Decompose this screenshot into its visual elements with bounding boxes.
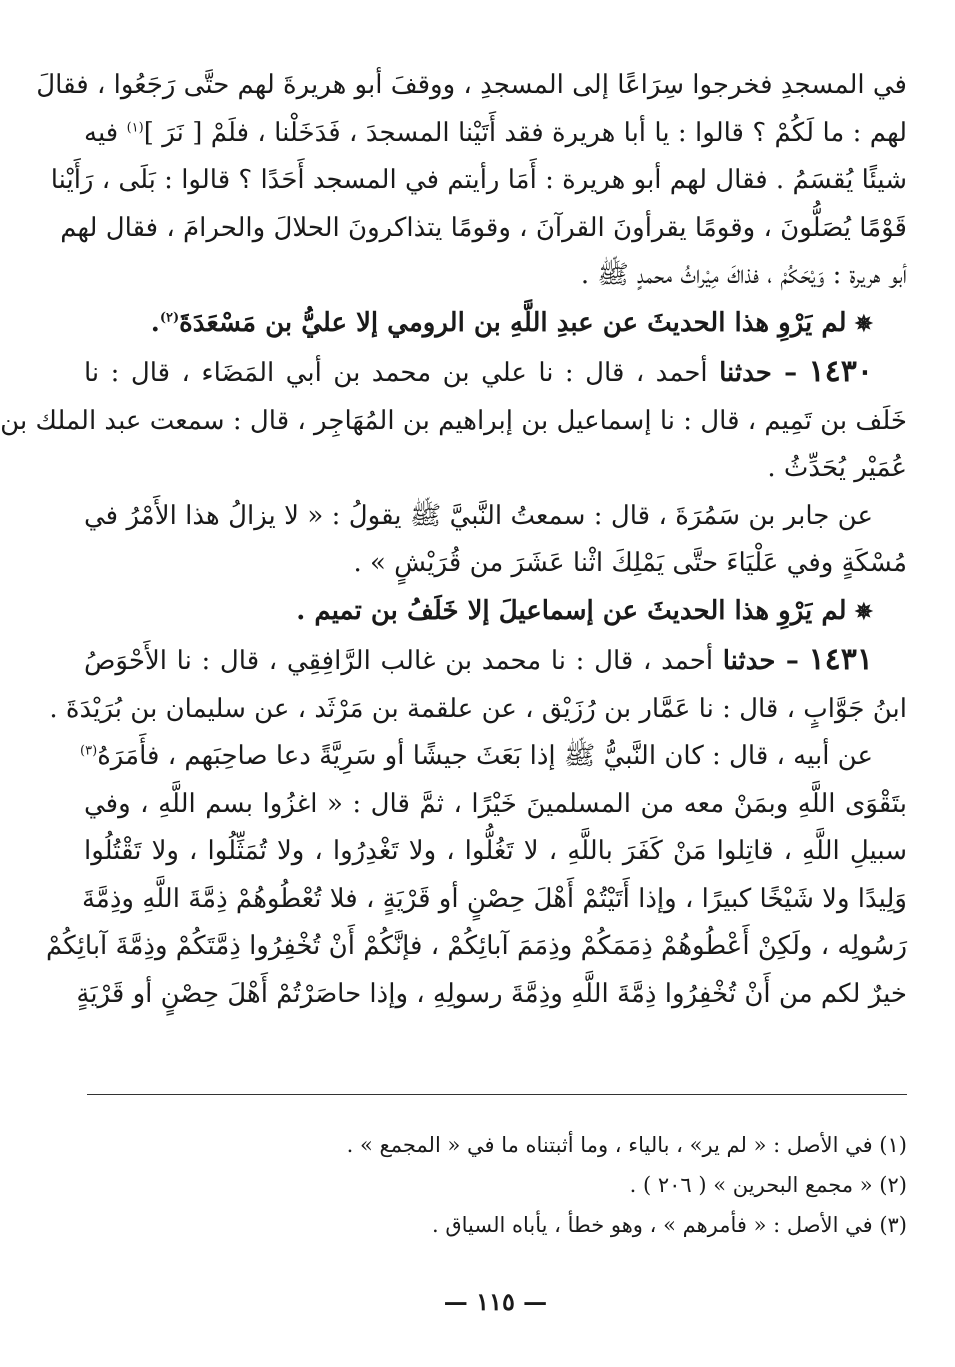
text-line-part: لهم : ما لَكُمْ ؟ قالوا : يا أبا هريرة فقد أَتَيْنا المسجدَ ، فَدَخَلْنا ، فلَمْ [ نَرَ ] [143, 117, 908, 148]
hadith-lead: – حدثنا [719, 358, 798, 388]
text-line: قَوْمًا يُصَلُّونَ ، وقومًا يقرأونَ القرآنَ ، وقومًا يتذاكرونَ الحلالَ والحرامَ ، فقال لهم [60, 212, 907, 243]
text-line: سبيلِ اللَّهِ ، قاتِلوا مَنْ كَفَرَ باللَّهِ ، لا تَغُلُّوا ، ولا تَغْدِرُوا ، ولا تُمَثِّلُوا ، ولا تَقْتُلُوا [84, 836, 907, 866]
text-line: رَسُولِه ، ولَكِنْ أَعْطُوهُمْ ذِمَمَكُمْ وذِمَمَ آبائِكُمْ ، فإنَّكُمْ أَنْ تُخْفِرُوا ذِمَّتَكُمْ وذِمَّةَ آبائِكُمْ [46, 931, 907, 961]
footnote-ref: (٢) [159, 309, 180, 325]
star-icon: ✵ [854, 598, 873, 625]
note-text: لم يَرْوِ هذا الحديثَ عن عبدِ اللَّهِ بن الرومي إلا عليُّ بن مَسْعَدَةَ [179, 307, 847, 338]
text-line: ابنُ جَوَّابٍ ، قال : نا عَمَّار بن رُزَيْق ، عن علقمة بن مَرْثَد ، عن سليمان بن بُرَيْدَةَ . [49, 693, 907, 724]
text-line [80, 733, 907, 781]
footnote-ref: (١) [126, 119, 144, 135]
footnote-ref: (٣) [80, 743, 98, 759]
hadith-number: ١٤٣١ [808, 642, 874, 677]
page-body [0, 62, 908, 1018]
hadith-number: ١٤٣٠ [808, 354, 873, 389]
note-punctuation: . [150, 307, 160, 338]
text-line-part: عن أبيه ، قال : كان النَّبيُّ ﷺ إذا بَعَثَ جيشًا أو سَرِيَّةً دعا صاحِبَهم ، فأَمَرَهُ [97, 741, 873, 771]
text-line-part: فيه [84, 117, 127, 148]
footnotes [84, 1125, 907, 1245]
text-line: وَلِيدًا ولا شَيْخًا كبيرًا ، وإذا أَتَيْتُمْ أَهْلَ حِصْنٍ أو قَرْيَةٍ ، فلا تُعْطُوهُمْ ذِمَّةَ اللَّهِ وذِمَّةَ [81, 883, 907, 914]
footnote-item: (٣) في الأصل : « فأمرهم » ، وهو خطأ ، يأباه السياق . [431, 1213, 907, 1237]
paragraph-hadith-1429-end [36, 62, 908, 300]
text-line: عُمَيْر يُحَدِّثُ . [767, 453, 907, 483]
footnote-item: (٢) « مجمع البحرين » ( ٢٠٦ ) . [629, 1173, 907, 1197]
hadith-1430 [0, 348, 907, 588]
text-line: بتَقْوَى اللَّهِ وبمَنْ معه من المسلمينَ خَيْرًا ، ثمَّ قال : « اغزُوا بسم اللَّهِ ، وفي [84, 788, 907, 819]
narration-note [84, 300, 907, 349]
text-line: خيرٌ لكم من أَنْ تُخْفِرُوا ذِمَّةَ اللَّهِ وذِمَّةَ رسولِهِ ، وإذا حاصَرْتُمْ أَهْلَ حِصْنٍ أو قَرْيَةٍ [76, 978, 907, 1009]
star-icon: ✵ [854, 310, 873, 337]
text-line: أبو هريرة : وَيْحَكُمْ ، فذاكَ مِيْراثُ محمدٍ ﷺ . [580, 260, 907, 290]
text-line: في المسجدِ فخرجوا سِرَاعًا إلى المسجدِ ، ووقفَ أبو هريرةَ لهم حتَّى رَجَعُوا ، فقالَ [36, 70, 907, 100]
footnote-divider [87, 1094, 907, 1095]
text-line: خَلَف بن تَمِيم ، قال : نا إسماعيل بن إبراهيم بن المُهَاجِر ، قال : سمعت عبد الملك بن [0, 405, 907, 436]
text-line-part: أحمد ، قال : نا محمد بن غالب الرَّافِقِي ، قال : نا الأَحْوَصُ [84, 646, 723, 676]
text-line-part: أحمد ، قال : نا علي بن محمد بن أبي المَضَاء ، قال : نا [84, 358, 720, 388]
narration-note [84, 588, 907, 637]
text-line: عن جابر بن سَمُرَةَ ، قال : سمعتُ النَّبيَّ ﷺ يقولُ : « لا يزالُ هذا الأَمْرُ في [84, 500, 873, 531]
hadith-1431 [46, 636, 907, 1018]
text-line: مُسْكَةٍ وفي عَلْيَاءَ حتَّى يَمْلِكَ اثْنا عَشَرَ من قُرَيْشٍ » . [353, 548, 907, 578]
hadith-lead: – حدثنا [722, 646, 799, 676]
text-line [84, 348, 907, 398]
page-number: — ١١٥ — [443, 1287, 548, 1316]
note-text: لم يَرْوِ هذا الحديثَ عن إسماعيلَ إلا خَلَفُ بن تميم . [296, 595, 847, 626]
footnote-item: (١) في الأصل : « لم ير» ، بالياء ، وما أثبتناه ما في « المجمع » . [346, 1133, 907, 1157]
text-line: شيئًا يُقسَمُ . فقال لهم أبو هريرة : أَمَا رأيتم في المسجد أَحَدًا ؟ قالوا : بَلَى ، رَأَيْنا [50, 165, 907, 195]
text-line [84, 110, 907, 158]
text-line [84, 636, 907, 686]
